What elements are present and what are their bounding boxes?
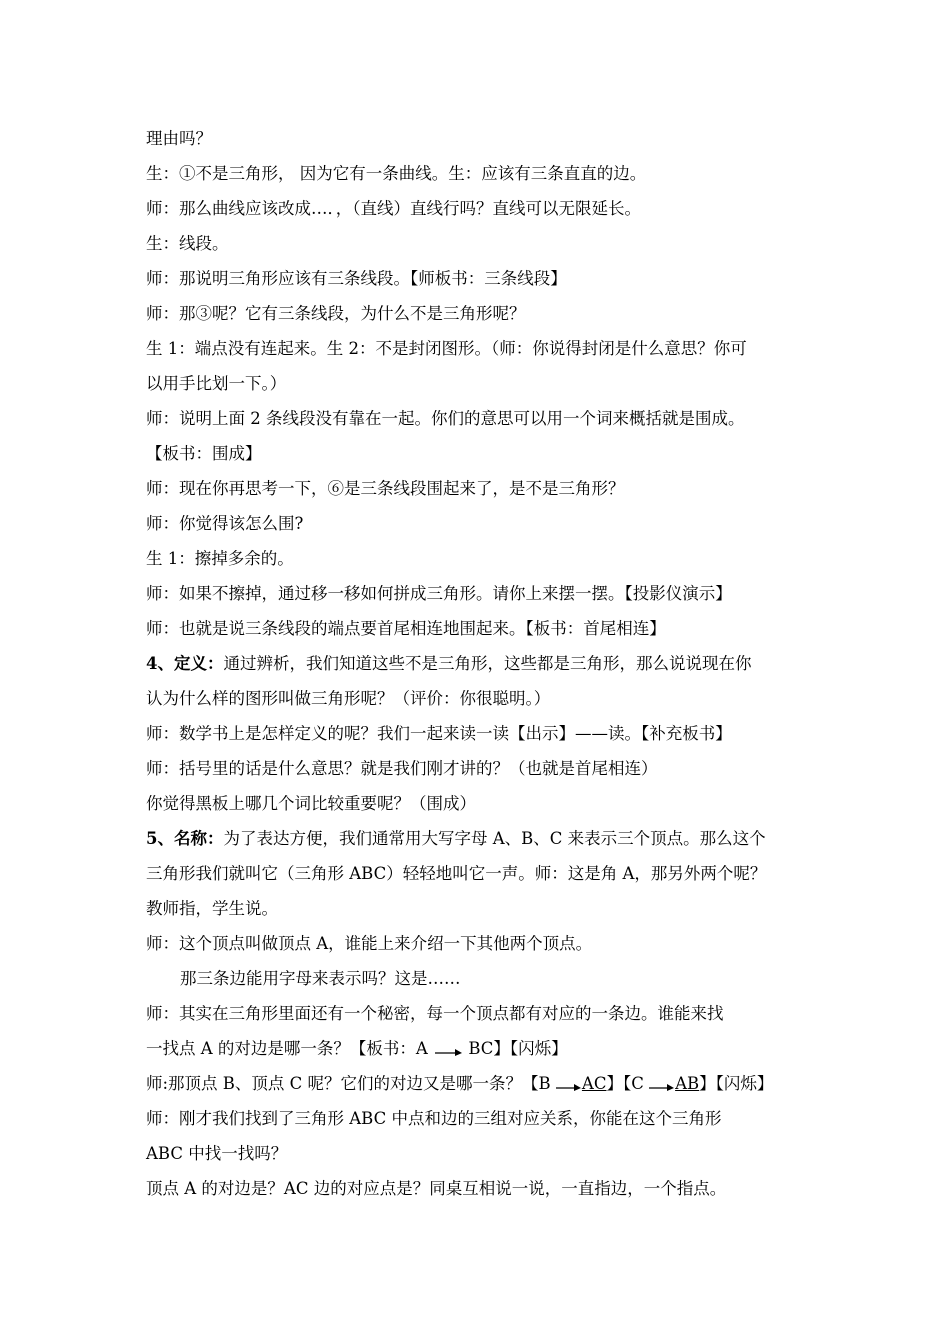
text-span: AB: [675, 1074, 700, 1093]
text-line-with-arrows: [146, 1073, 773, 1095]
text-line: 理由吗？: [146, 129, 212, 148]
text-line: 师：那说明三角形应该有三条线段。【师板书：三条线段】: [146, 269, 567, 288]
text-span: 】【闪烁】: [699, 1074, 774, 1093]
text-line: 【板书：围成】: [146, 444, 262, 463]
right-arrow-icon: [556, 1078, 582, 1092]
text-line: 师：数学书上是怎样定义的呢？我们一起来读一读【出示】——读。【补充板书】: [146, 724, 732, 743]
text-span: 】【C: [606, 1074, 644, 1093]
text-line: 师：刚才我们找到了三角形 ABC 中点和边的三组对应关系，你能在这个三角形: [146, 1109, 722, 1128]
text-line: ABC 中找一找吗？: [146, 1144, 288, 1163]
text-line: 师：说明上面 2 条线段没有靠在一起。你们的意思可以用一个词来概括就是围成。: [146, 409, 745, 428]
text-line: 你觉得黑板上哪几个词比较重要呢？（围成）: [146, 794, 476, 813]
section-heading: 5、名称：: [146, 829, 224, 848]
text-line: 师：也就是说三条线段的端点要首尾相连地围起来。【板书：首尾相连】: [146, 619, 666, 638]
section-naming: [146, 828, 766, 850]
text-span: 为了表达方便，我们通常用大写字母 A、B、C 来表示三个顶点。那么这个: [223, 829, 766, 848]
text-line: 三角形我们就叫它（三角形 ABC）轻轻地叫它一声。师：这是角 A，那另外两个呢？: [146, 864, 767, 883]
text-line: 师：你觉得该怎么围?: [146, 514, 304, 533]
right-arrow-icon: [649, 1078, 675, 1092]
section-definition: [146, 653, 751, 675]
text-line: 师：现在你再思考一下，⑥是三条线段围起来了，是不是三角形？: [146, 479, 625, 498]
text-line: 师：括号里的话是什么意思？就是我们刚才讲的？（也就是首尾相连）: [146, 759, 658, 778]
text-line: 师：如果不擦掉，通过移一移如何拼成三角形。请你上来摆一摆。【投影仪演示】: [146, 584, 732, 603]
text-span: BC】【闪烁】: [468, 1039, 568, 1058]
text-line: 教师指，学生说。: [146, 899, 278, 918]
text-line: 生：①不是三角形， 因为它有一条曲线。生：应该有三条直直的边。: [146, 164, 647, 183]
text-line: 师：其实在三角形里面还有一个秘密，每一个顶点都有对应的一条边。谁能来找: [146, 1004, 724, 1023]
text-line: 认为什么样的图形叫做三角形呢？（评价：你很聪明。）: [146, 689, 551, 708]
text-span: 师:那顶点 B、顶点 C 呢？它们的对边又是哪一条？【B: [146, 1074, 551, 1093]
text-line: 生 1：擦掉多余的。: [146, 549, 294, 568]
text-line: 以用手比划一下。）: [146, 374, 287, 393]
text-line: 师：那③呢？它有三条线段，为什么不是三角形呢？: [146, 304, 526, 323]
text-span: 一找点 A 的对边是哪一条？【板书：A: [146, 1039, 428, 1058]
text-line: 师：那么曲线应该改成…．，（直线）直线行吗？直线可以无限延长。: [146, 199, 641, 218]
text-line: 师：这个顶点叫做顶点 A，谁能上来介绍一下其他两个顶点。: [146, 934, 593, 953]
text-line: 那三条边能用字母来表示吗？这是……: [180, 969, 461, 988]
text-line: 生 1：端点没有连起来。生 2：不是封闭图形。（师：你说得封闭是什么意思？你可: [146, 339, 747, 358]
text-span: 通过辨析，我们知道这些不是三角形，这些都是三角形，那么说说现在你: [223, 654, 752, 673]
text-line: 生：线段。: [146, 234, 229, 253]
right-arrow-icon: [433, 1043, 463, 1057]
text-span: AC: [581, 1074, 607, 1093]
text-line: 顶点 A 的对边是？AC 边的对应点是？同桌互相说一说，一直指边，一个指点。: [146, 1179, 727, 1198]
text-line-with-arrow: [146, 1038, 568, 1060]
section-heading: 4、定义：: [146, 654, 224, 673]
